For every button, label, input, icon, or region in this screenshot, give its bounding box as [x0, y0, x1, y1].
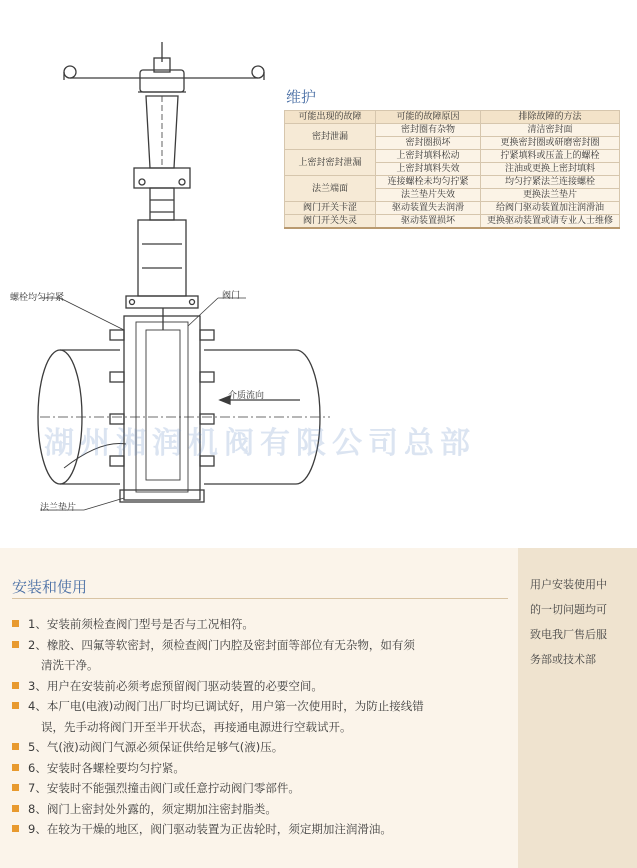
label-flange-gasket: 法兰垫片	[40, 503, 77, 513]
divider	[12, 598, 508, 599]
label-bolt-tighten: 螺栓均匀拧紧	[10, 293, 65, 303]
bonnet-flange	[126, 296, 198, 308]
fix-cell: 更换驱动装置或请专业人士维修	[481, 215, 620, 229]
step-text: 4、本厂电(电液)动阀门出厂时均已调试好，用户第一次使用时，为防止接线错	[28, 699, 424, 713]
cause-cell: 连接螺栓未均匀拧紧	[376, 176, 481, 189]
label-flow-direction: 介质流向	[228, 391, 265, 401]
list-item	[12, 778, 508, 799]
bullet-square-icon	[12, 743, 19, 750]
cause-cell: 驱动装置失去润滑	[376, 202, 481, 215]
maintenance-title: 维护	[286, 88, 317, 106]
side-note-text	[530, 572, 630, 672]
maintenance-header-row	[285, 111, 620, 124]
side-note-line: 的一切问题均可	[530, 603, 607, 616]
fix-cell: 更换法兰垫片	[481, 189, 620, 202]
step-text: 6、安装时各螺栓要均匀拧紧。	[28, 760, 185, 775]
list-item	[12, 758, 508, 779]
bullet-square-icon	[12, 641, 19, 648]
bullet-square-icon	[12, 764, 19, 771]
valve-body	[124, 316, 200, 500]
bullet-square-icon	[12, 620, 19, 627]
list-item	[12, 614, 508, 635]
symptom-cell: 上密封密封泄漏	[285, 150, 376, 176]
watermark-text: 湖州湘润机阀有限公司总部	[44, 426, 476, 461]
step-text: 7、安装时不能强烈撞击阀门或任意拧动阀门零部件。	[28, 781, 300, 795]
symptom-cell: 阀门开关失灵	[285, 215, 376, 229]
step-text-continued: 清洗干净。	[41, 658, 99, 672]
bonnet	[138, 220, 186, 296]
table-row	[285, 150, 620, 163]
handwheel-knob-right	[252, 66, 264, 78]
symptom-cell: 密封泄漏	[285, 124, 376, 150]
cause-cell: 法兰垫片失效	[376, 189, 481, 202]
maintenance-table	[284, 110, 620, 229]
table-row	[285, 202, 620, 215]
table-row	[285, 124, 620, 137]
header-cause: 可能的故障原因	[376, 111, 481, 124]
header-symptom: 可能出现的故障	[285, 111, 376, 124]
list-item	[12, 696, 508, 737]
step-text-continued: 误，先手动将阀门开至半开状态，再接通电源进行空载试开。	[41, 719, 352, 734]
cause-cell: 上密封填料失效	[376, 163, 481, 176]
bullet-square-icon	[12, 682, 19, 689]
step-text: 5、气(液)动阀门气源必须保证供给足够气(液)压。	[28, 740, 284, 754]
fix-cell: 更换密封圈或研磨密封圈	[481, 137, 620, 150]
fix-cell: 均匀拧紧法兰连接螺栓	[481, 176, 620, 189]
handwheel-knob-left	[64, 66, 76, 78]
list-item	[12, 676, 508, 697]
step-text: 2、橡胶、四氟等软密封，须检查阀门内腔及密封面等部位有无杂物，如有须	[28, 637, 415, 652]
fix-cell: 清洁密封面	[481, 124, 620, 137]
bullet-square-icon	[12, 784, 19, 791]
cause-cell: 上密封填料松动	[376, 150, 481, 163]
step-text: 1、安装前须检查阀门型号是否与工况相符。	[28, 617, 254, 631]
side-note-line: 务部或技术部	[530, 653, 596, 666]
list-item	[12, 635, 508, 676]
fix-cell: 拧紧填料或压盖上的螺栓	[481, 150, 620, 163]
list-item	[12, 799, 508, 820]
list-item	[12, 737, 508, 758]
side-note-line: 用户安装使用中	[530, 578, 607, 591]
table-row	[285, 176, 620, 189]
list-item	[12, 819, 508, 840]
fix-cell: 给阀门驱动装置加注润滑油	[481, 202, 620, 215]
step-text: 8、阀门上密封处外露的，须定期加注密封脂类。	[28, 801, 277, 816]
cause-cell: 驱动装置损坏	[376, 215, 481, 229]
hub	[140, 70, 184, 92]
install-title: 安装和使用	[12, 578, 88, 596]
bullet-square-icon	[12, 805, 19, 812]
step-text: 9、在较为干燥的地区，阀门驱动装置为正齿轮时，须定期加注润滑油。	[28, 822, 392, 836]
bullet-square-icon	[12, 702, 19, 709]
install-section	[0, 548, 637, 868]
symptom-cell: 法兰端面	[285, 176, 376, 202]
side-note-panel	[518, 548, 637, 868]
cause-cell: 密封圈有杂物	[376, 124, 481, 137]
symptom-cell: 阀门开关卡涩	[285, 202, 376, 215]
table-row	[285, 215, 620, 229]
side-note-line: 致电我厂售后服	[530, 628, 607, 641]
step-text: 3、用户在安装前必须考虑预留阀门驱动装置的必要空间。	[28, 678, 323, 693]
header-fix: 排除故障的方法	[481, 111, 620, 124]
label-valve-gate: 阀门	[222, 291, 241, 301]
fix-cell: 注油或更换上密封填料	[481, 163, 620, 176]
cause-cell: 密封圈损坏	[376, 137, 481, 150]
install-steps-list	[12, 614, 508, 840]
bullet-square-icon	[12, 825, 19, 832]
